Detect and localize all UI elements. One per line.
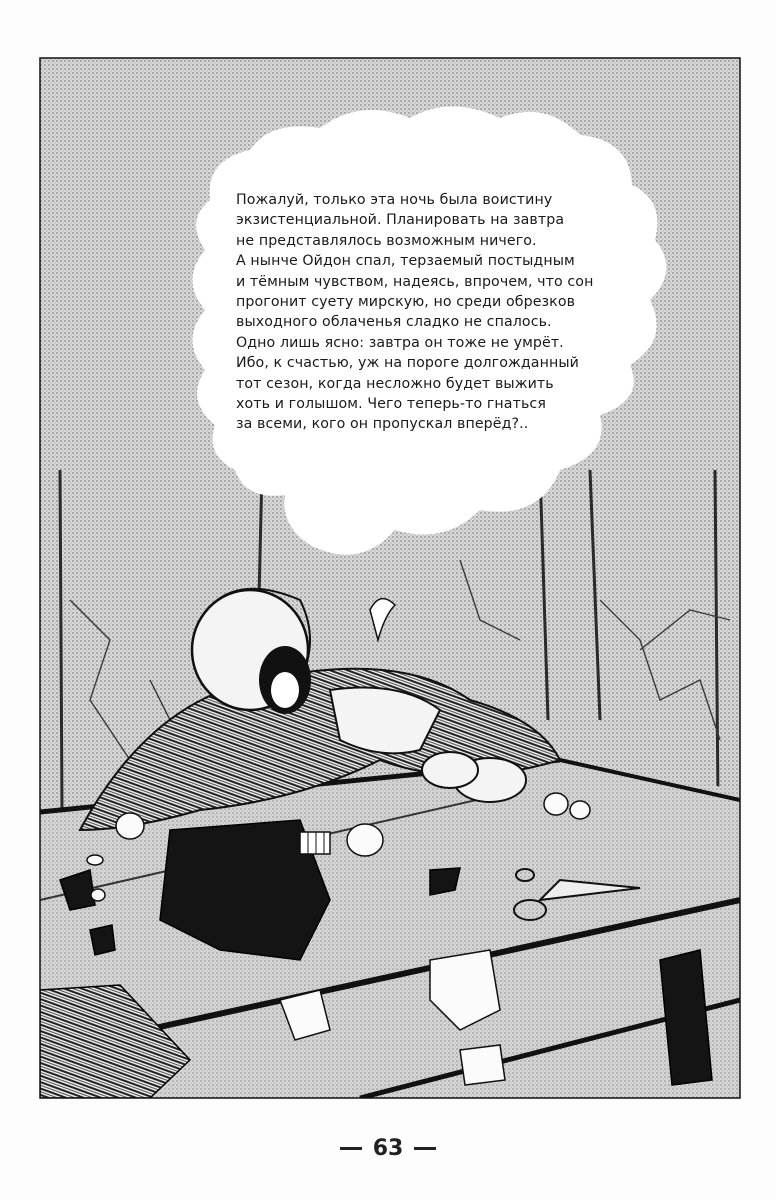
page-number-value: 63	[372, 1136, 404, 1161]
page-number-dash-right	[414, 1147, 436, 1150]
narration-line: Ибо, к счастью, уж на пороге долгожданный	[236, 355, 579, 372]
narration-line: Одно лишь ясно: завтра он тоже не умрёт.	[236, 334, 564, 351]
narration-line: экзистенциальной. Планировать на завтра	[236, 212, 565, 229]
narration-line: не представлялось возможным ничего.	[236, 232, 537, 249]
narration-line: прогонит суету мирскую, но среди обрезков	[236, 294, 576, 311]
narration-line: А нынче Ойдон спал, терзаемый постыдным	[236, 253, 575, 270]
narration-line: за всеми, кого он пропускал вперёд?..	[236, 416, 529, 433]
narration-line: выходного облаченья сладко не спалось.	[236, 314, 552, 331]
narration-text	[236, 190, 616, 435]
narration-line: и тёмным чувством, надеясь, впрочем, что сон	[236, 273, 594, 290]
narration-line: Пожалуй, только эта ночь была воистину	[236, 192, 553, 208]
page-number	[0, 1136, 776, 1161]
narration-line: тот сезон, когда несложно будет выжить	[236, 375, 554, 392]
narration-line: хоть и голышом. Чего теперь-то гнаться	[236, 396, 546, 413]
page-number-dash-left	[340, 1147, 362, 1150]
thread-spool	[300, 832, 330, 854]
